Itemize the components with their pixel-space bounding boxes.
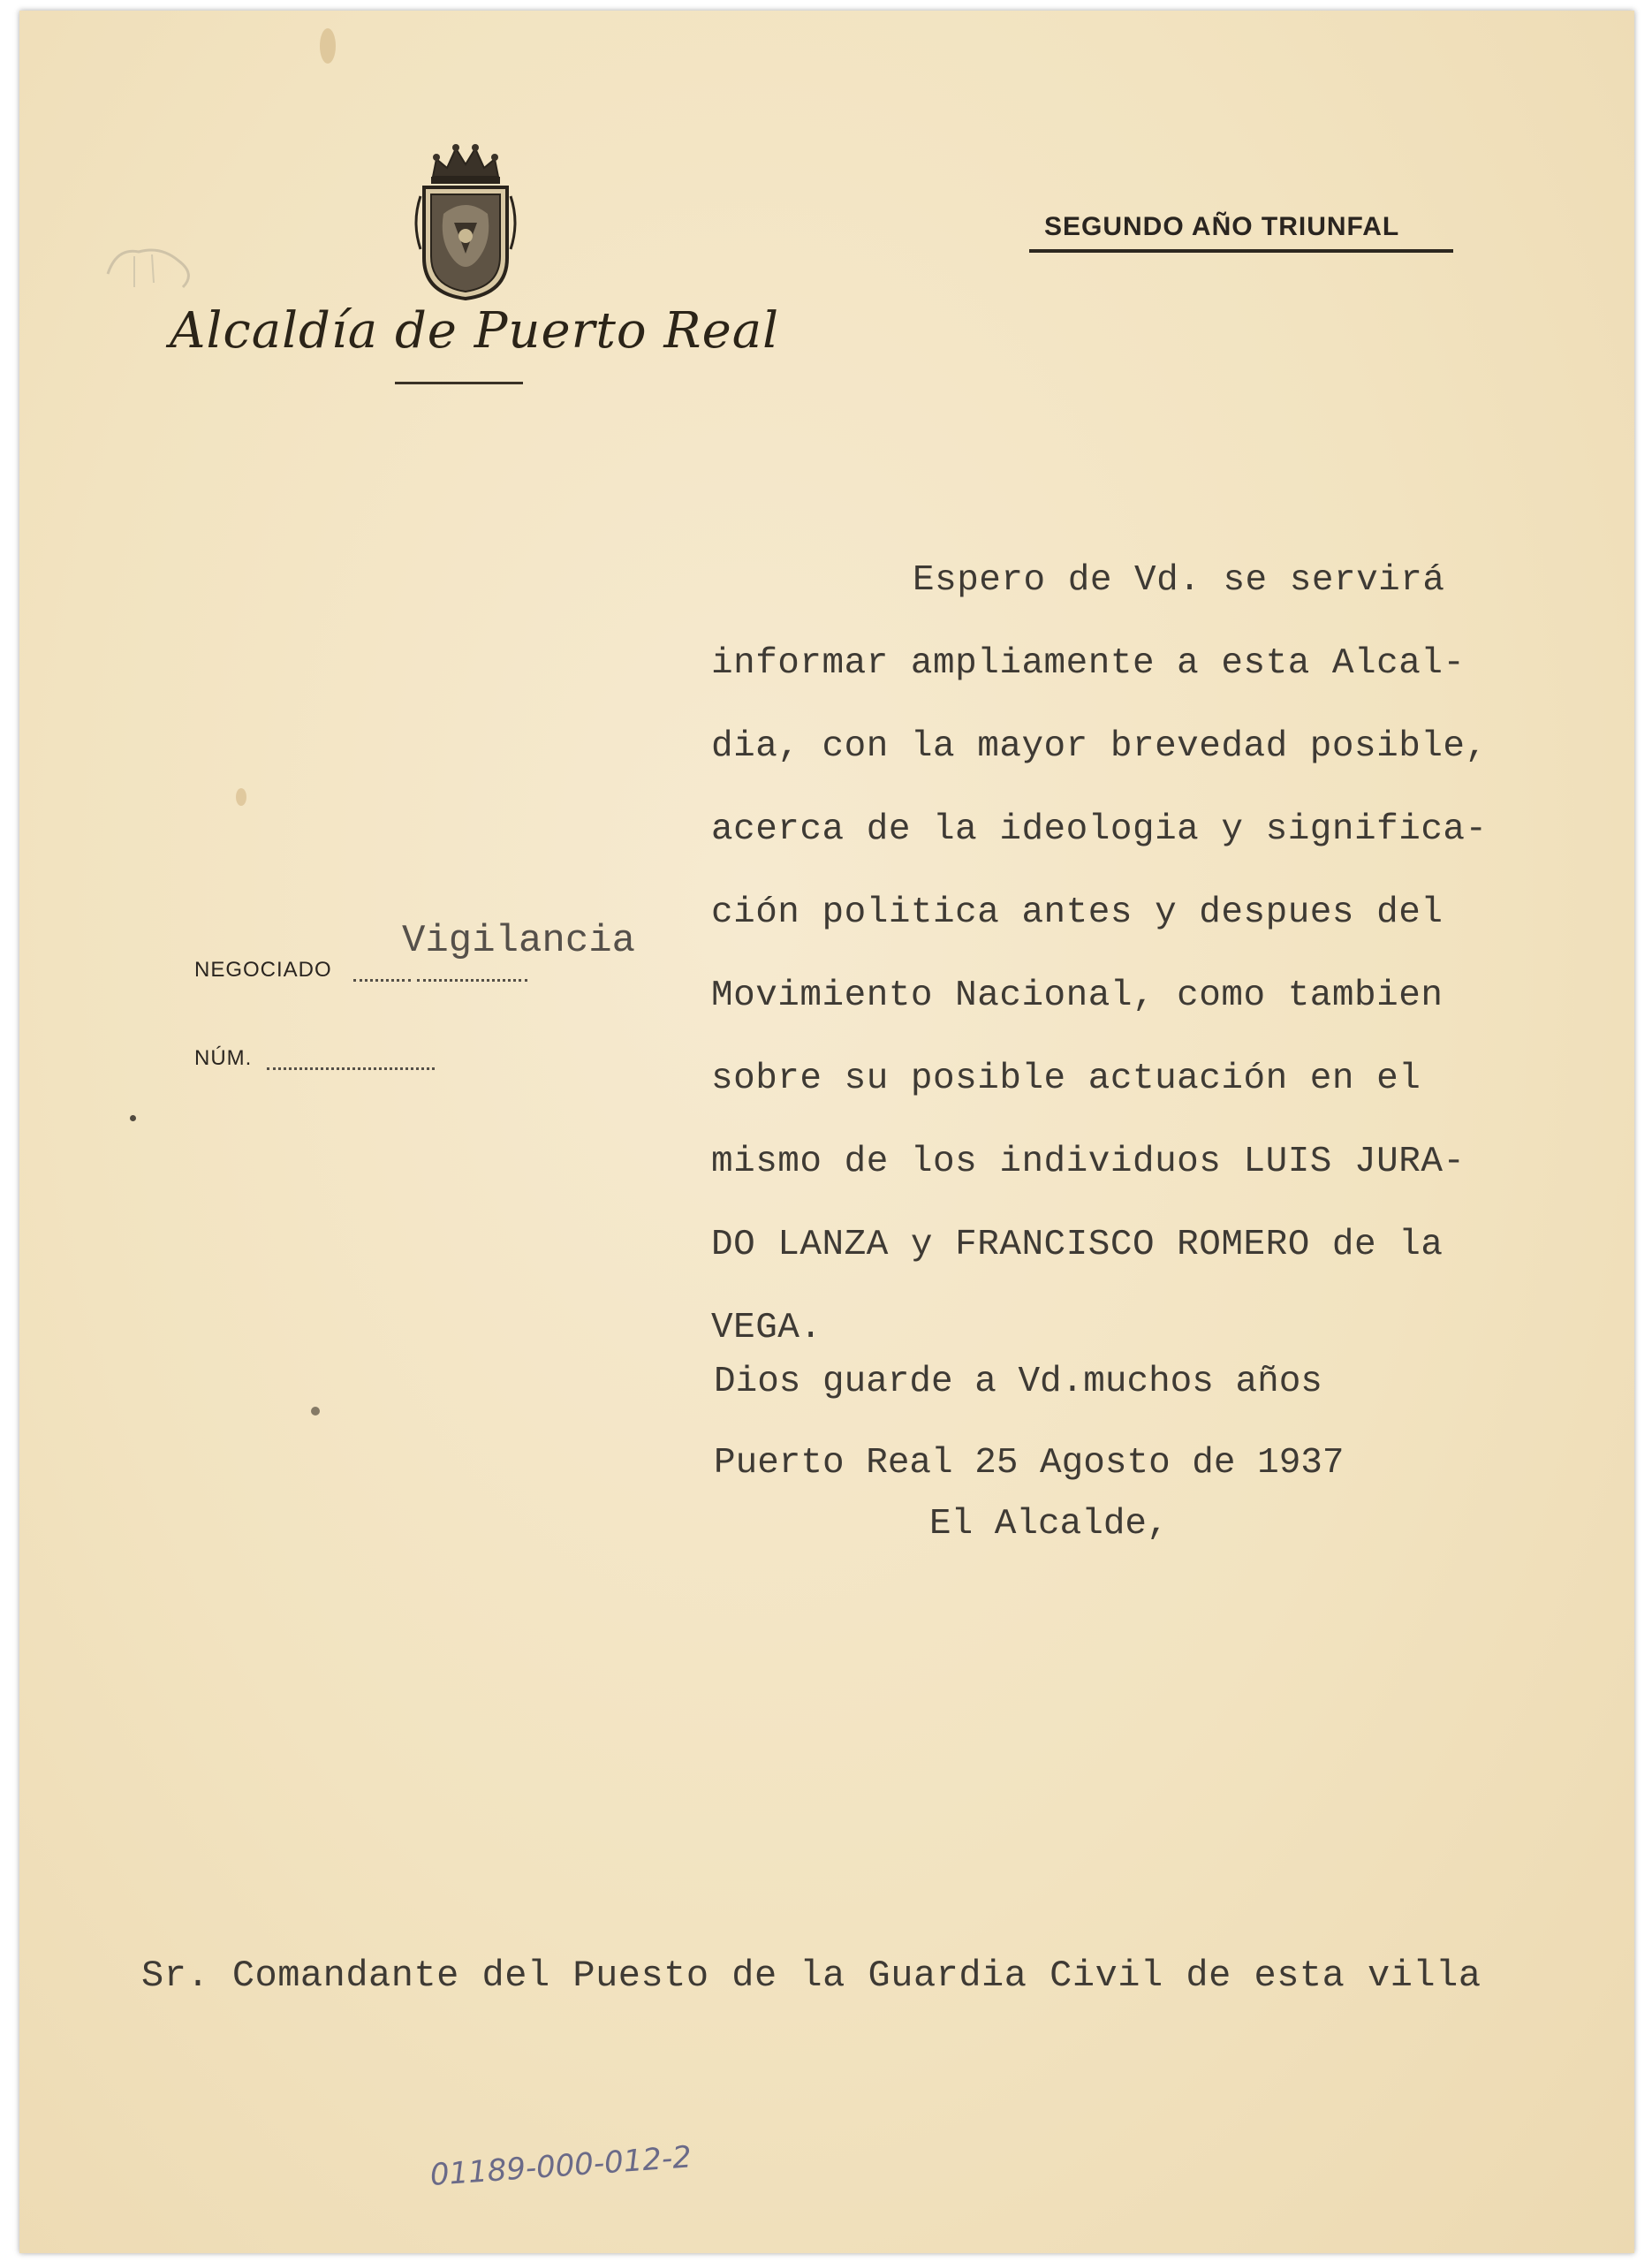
negociado-dotted-line <box>417 979 527 982</box>
letterhead-name: Alcaldía de Puerto Real <box>170 302 780 360</box>
closing-signature: El Alcalde, <box>929 1504 1169 1545</box>
motto-heading: SEGUNDO AÑO TRIUNFAL <box>1044 212 1400 241</box>
body-line: informar ampliamente a esta Alcal- <box>711 643 1466 684</box>
paper-stain <box>236 788 246 806</box>
addressee-line: Sr. Comandante del Puesto de la Guardia Civil de esta villa <box>141 1955 1481 1997</box>
negociado-label: NEGOCIADO <box>194 958 332 982</box>
closing-greeting: Dios guarde a Vd.muchos años <box>714 1362 1322 1402</box>
body-line: Espero de Vd. se servirá <box>913 560 1445 601</box>
num-label: NÚM. <box>194 1046 253 1070</box>
body-line: mismo de los individuos LUIS JURA- <box>711 1142 1466 1182</box>
motto-underline <box>1029 249 1453 253</box>
num-dotted-line <box>267 1067 435 1070</box>
body-line: Movimiento Nacional, como tambien <box>711 975 1444 1016</box>
body-line: VEGA. <box>711 1308 822 1348</box>
body-line: acerca de la ideologia y significa- <box>711 809 1488 850</box>
coat-of-arms-icon <box>408 143 523 302</box>
paper-stain <box>311 1407 320 1416</box>
body-line: ción politica antes y despues del <box>711 892 1444 933</box>
body-line: DO LANZA y FRANCISCO ROMERO de la <box>711 1225 1444 1265</box>
negociado-value: Vigilancia <box>402 919 636 963</box>
body-line: dia, con la mayor brevedad posible, <box>711 726 1488 767</box>
closing-place-date: Puerto Real 25 Agosto de 1937 <box>714 1443 1345 1484</box>
letter-closing <box>714 1341 1345 1504</box>
letterhead-underline <box>395 382 523 384</box>
document-page <box>19 11 1634 2253</box>
faint-stamp-mark <box>99 239 205 300</box>
negociado-dotted-line <box>353 979 411 982</box>
archive-reference: 01189-000-012-2 <box>428 2139 693 2193</box>
paper-stain <box>320 28 336 64</box>
letter-body <box>711 539 1595 1370</box>
body-line: sobre su posible actuación en el <box>711 1059 1421 1099</box>
paper-stain <box>130 1115 136 1121</box>
